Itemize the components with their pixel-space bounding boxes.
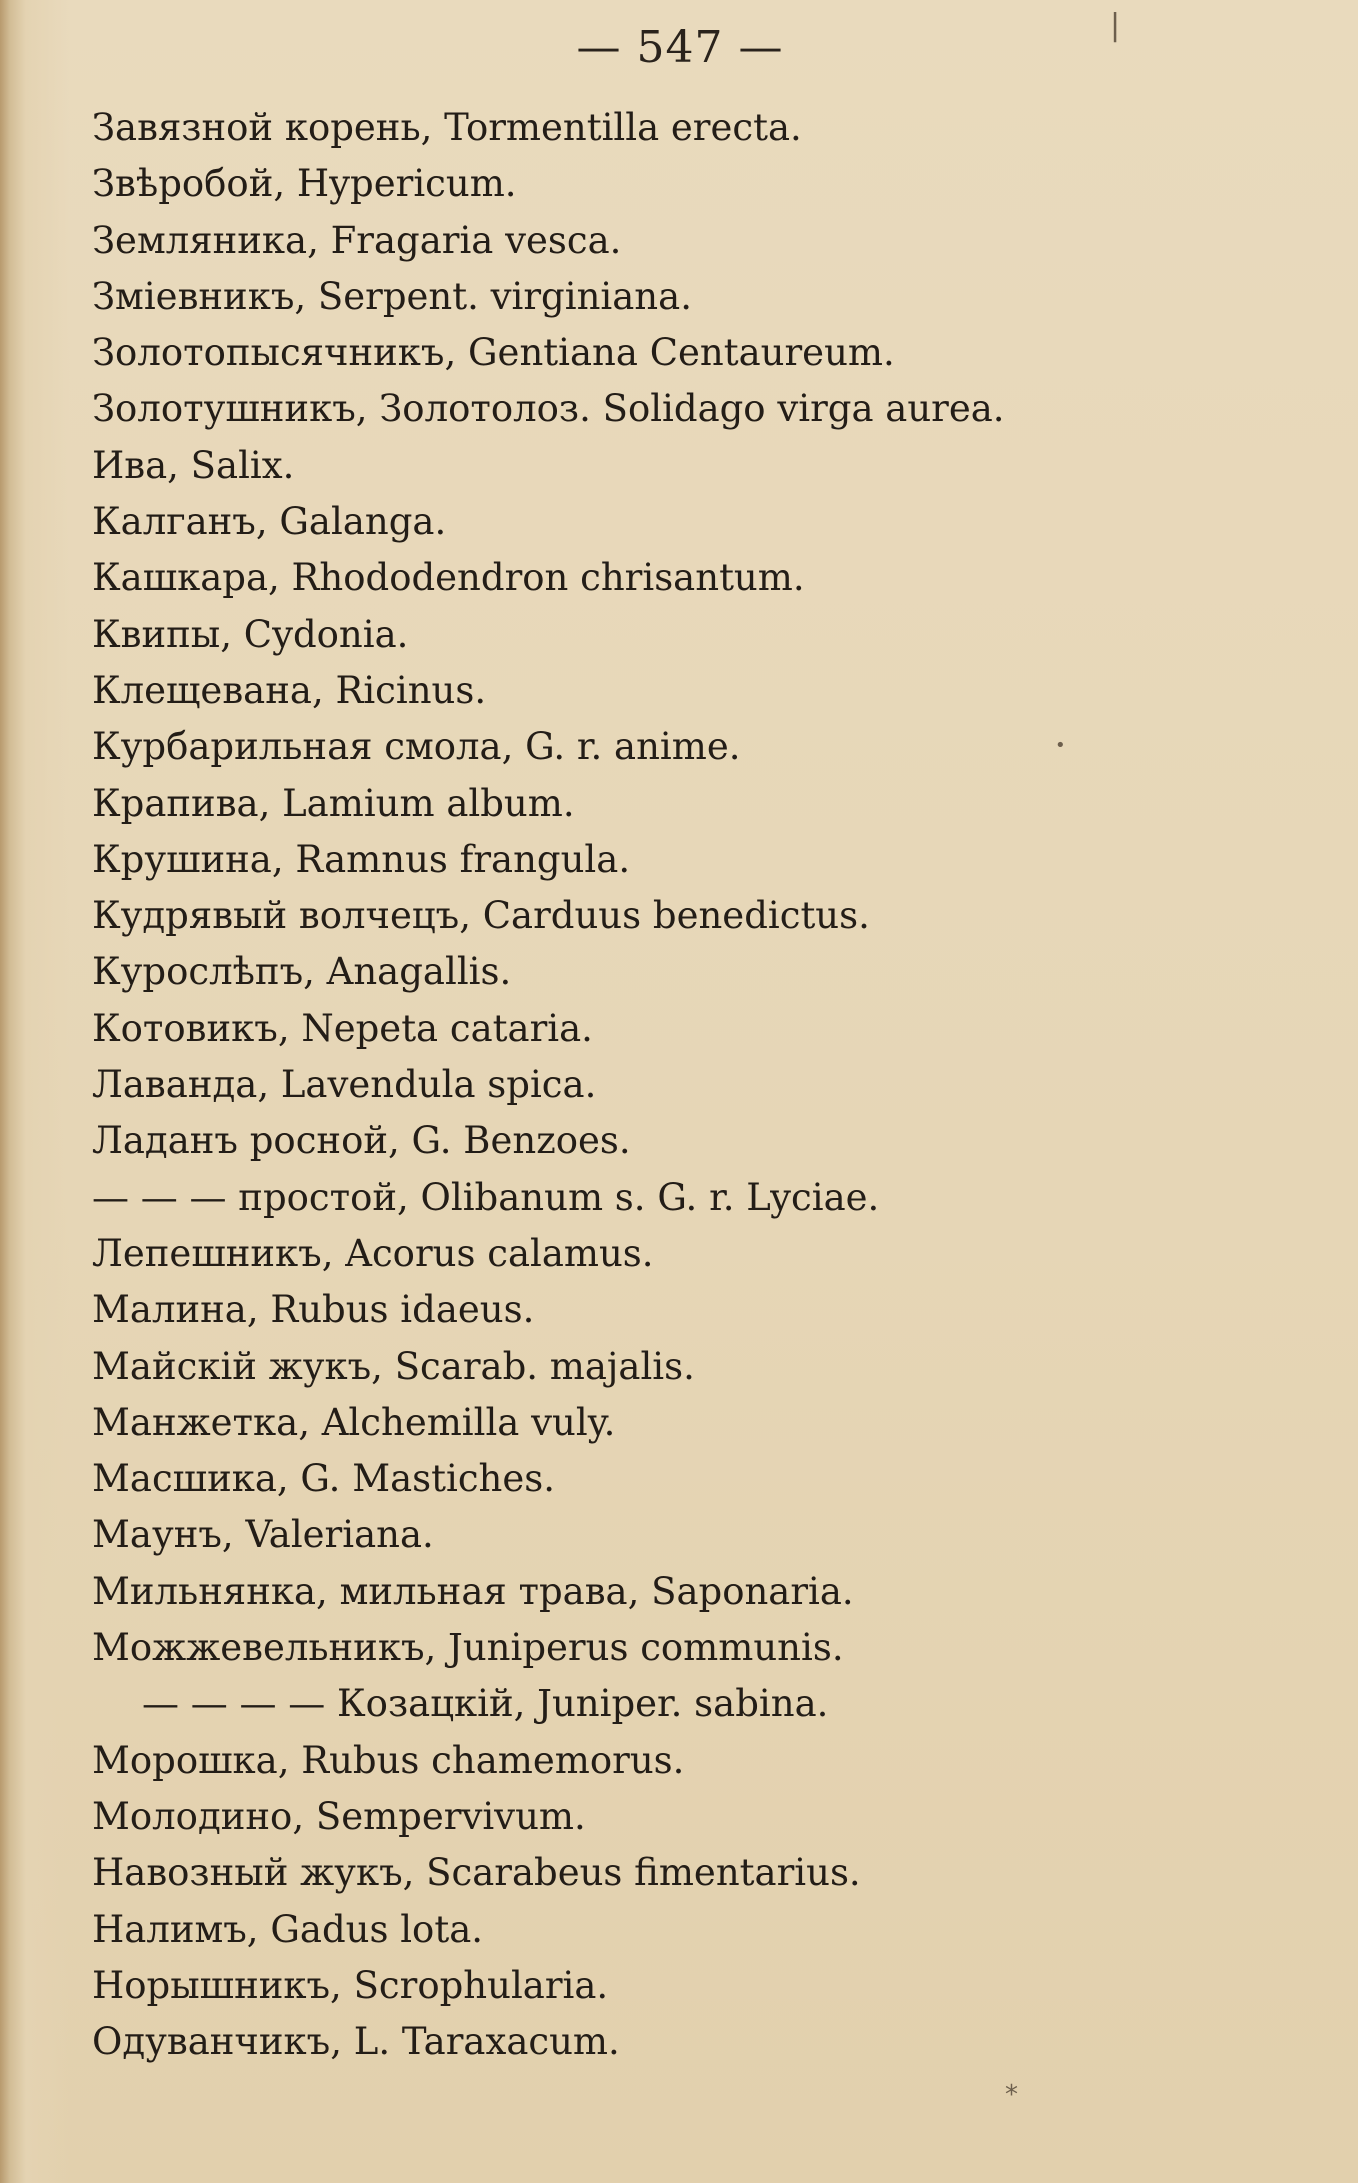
list-item: Морошка, Rubus chamemorus. bbox=[92, 1738, 685, 1782]
list-item: — — — простой, Olibanum s. G. r. Lyciae. bbox=[92, 1175, 880, 1219]
list-item: Ладанъ росной, G. Benzoes. bbox=[92, 1119, 631, 1163]
list-item: Налимъ, Gadus lota. bbox=[92, 1907, 484, 1951]
list-item: Курбарильная смола, G. r. anime. bbox=[92, 725, 741, 769]
list-item: Малина, Rubus idaeus. bbox=[92, 1288, 535, 1332]
list-item: Ива, Salix. bbox=[92, 443, 295, 487]
list-item: Крушина, Ramnus frangula. bbox=[92, 837, 631, 881]
list-item: Кудрявый волчецъ, Carduus benedictus. bbox=[92, 894, 870, 938]
list-item: Молодино, Sempervivum. bbox=[92, 1794, 586, 1838]
list-item: Масшика, G. Mastiches. bbox=[92, 1457, 556, 1501]
list-item: Зміевникъ, Serpent. virginiana. bbox=[92, 274, 692, 318]
list-item: — — — — Козацкій, Juniper. sabina. bbox=[142, 1682, 829, 1726]
list-item: Маунъ, Valeriana. bbox=[92, 1513, 434, 1557]
list-item: Норышникъ, Scrophularia. bbox=[92, 1963, 609, 2007]
list-item: Майскій жукъ, Scarab. majalis. bbox=[92, 1344, 695, 1388]
list-item: Котовикъ, Nepeta cataria. bbox=[92, 1006, 593, 1050]
list-item: Манжетка, Alchemilla vuly. bbox=[92, 1400, 616, 1444]
list-item: Крапива, Lamium album. bbox=[92, 781, 575, 825]
list-item: Навозный жукъ, Scarabeus fimentarius. bbox=[92, 1851, 861, 1895]
page-number: — 547 — bbox=[576, 22, 784, 73]
list-item: Звѣробой, Hypericum. bbox=[92, 162, 517, 206]
list-item: Курослѣпъ, Anagallis. bbox=[92, 950, 512, 994]
ink-speck: * bbox=[1005, 2080, 1018, 2110]
list-item: Лепешникъ, Acorus calamus. bbox=[92, 1231, 654, 1275]
list-item: Мильнянка, мильная трава, Saponaria. bbox=[92, 1569, 854, 1613]
list-item: Земляника, Fragaria vesca. bbox=[92, 218, 622, 262]
list-item: Одуванчикъ, L. Taraxacum. bbox=[92, 2020, 620, 2064]
list-item: Золотопысячникъ, Gentiana Centaureum. bbox=[92, 331, 895, 375]
list-item: Лаванда, Lavendula spica. bbox=[92, 1063, 597, 1107]
list-item: Можжевельникъ, Juniperus communis. bbox=[92, 1626, 844, 1670]
list-item: Золотушникъ, Золотолоз. Solidago virga aurea. bbox=[92, 387, 1005, 431]
entry-list bbox=[92, 100, 1322, 2070]
ink-speck: | bbox=[1110, 8, 1121, 43]
list-item: Кашкара, Rhododendron chrisantum. bbox=[92, 556, 805, 600]
list-item: Квипы, Cydonia. bbox=[92, 612, 409, 656]
list-item: Клещевана, Ricinus. bbox=[92, 668, 487, 712]
ink-speck: • bbox=[1055, 735, 1066, 756]
list-item: Калганъ, Galanga. bbox=[92, 500, 447, 544]
list-item: Завязной корень, Tormentilla erecta. bbox=[92, 106, 802, 149]
